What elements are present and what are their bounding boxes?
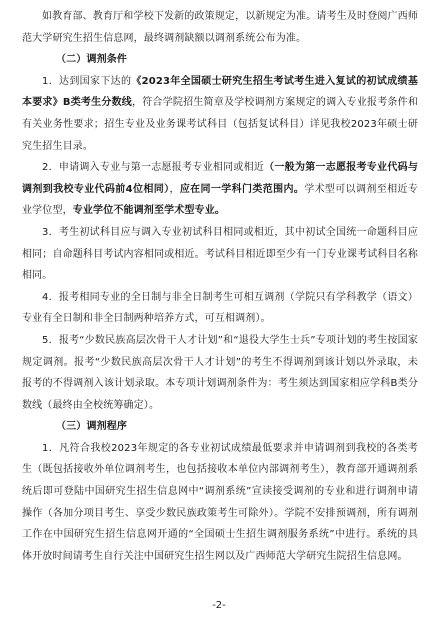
procedure-item-1: 1．凡符合我校2023年规定的各专业初试成绩最低要求并申请调剂到我校的各类考生（既包括接收外单位调剂考生，也包括接收本单位内部调剂考生），教育部开通调剂系统后即可登陆中国研究生招生信息网中“调剂系统”宣读接受调剂的专业和进行调剂申请操作（各加分项目考生、享受少数民族政策考生可除外）。学院不安排预调剂，所有调剂工作在中国研究生招生信息网开通的“全国硕士生招生调剂服务系统”中进行。系统的具体开放时间请考生自行关注中国研究生招生网以及广西师范大学研究生院招生信息网。 (22, 442, 418, 562)
condition-2-bold-3: 专业学位不能调剂至学术型专业。 (72, 205, 225, 217)
section-heading-conditions: （二）调剂条件 (56, 54, 128, 66)
condition-2-bold-2: 应在同一学科门类范围内。 (179, 183, 305, 195)
condition-2-mid-2: 学术型可以调剂至相近专业学位型， (22, 183, 418, 217)
condition-2-mid: ， (169, 183, 180, 195)
condition-item-2 (22, 157, 418, 222)
condition-1-rest: ，符合学院招生简章及学校调剂方案规定的调入专业报考条件和有关业务性要求；招生专业及业务课考试科目（包括复试科目）详见我校2023年硕士研究生招生目录。 (22, 97, 418, 152)
condition-2-lead: 2．申请调入专业与第一志愿报考专业相同或相近 (42, 162, 265, 174)
page-number: -2- (212, 600, 226, 611)
condition-item-1 (22, 71, 418, 157)
condition-item-3: 3．考生初试科目应与调入专业初试科目相同或相近，其中初试全国统一命题科目应相同；自命题科目考试内容相同或相近。考试科目相近即至少有一门专业课考试科目名称相同。 (22, 226, 418, 282)
condition-1-bold: 《2023年全国硕士研究生招生考试考生进入复试的初试成绩基本要求》B类考生分数线 (22, 75, 418, 109)
condition-item-4: 4．报考相同专业的全日制与非全日制考生可相互调剂（学院只有学科教学（语文）专业有全日制和非全日制两种培养方式，可互相调剂）。 (22, 291, 418, 325)
section-heading-procedure: （三）调剂程序 (56, 421, 128, 433)
document-body (22, 6, 418, 567)
condition-1-lead: 1．达到国家下达的 (42, 75, 132, 87)
condition-2-bold-1: （一般为第一志愿报考专业代码与调剂到我校专业代码前4位相同） (22, 162, 418, 195)
intro-paragraph: 如教育部、教育厅和学校下发新的政策规定，以新规定为准。请考生及时登阅广西师范大学研究生招生信息网，最终调剂缺额以调剂系统公布为准。 (22, 11, 418, 44)
condition-item-5: 5．报考“少数民族高层次骨干人才计划”和“退役大学生士兵”专项计划的考生按国家规定调剂。报考“少数民族高层次骨干人才计划”的考生不得调剂到该计划以外录取，未报考的不得调剂入该计划录取。本专项计划调剂条件为：考生须达到国家相应学科B类分数线（最终由全校统筹确定）。 (22, 334, 418, 411)
